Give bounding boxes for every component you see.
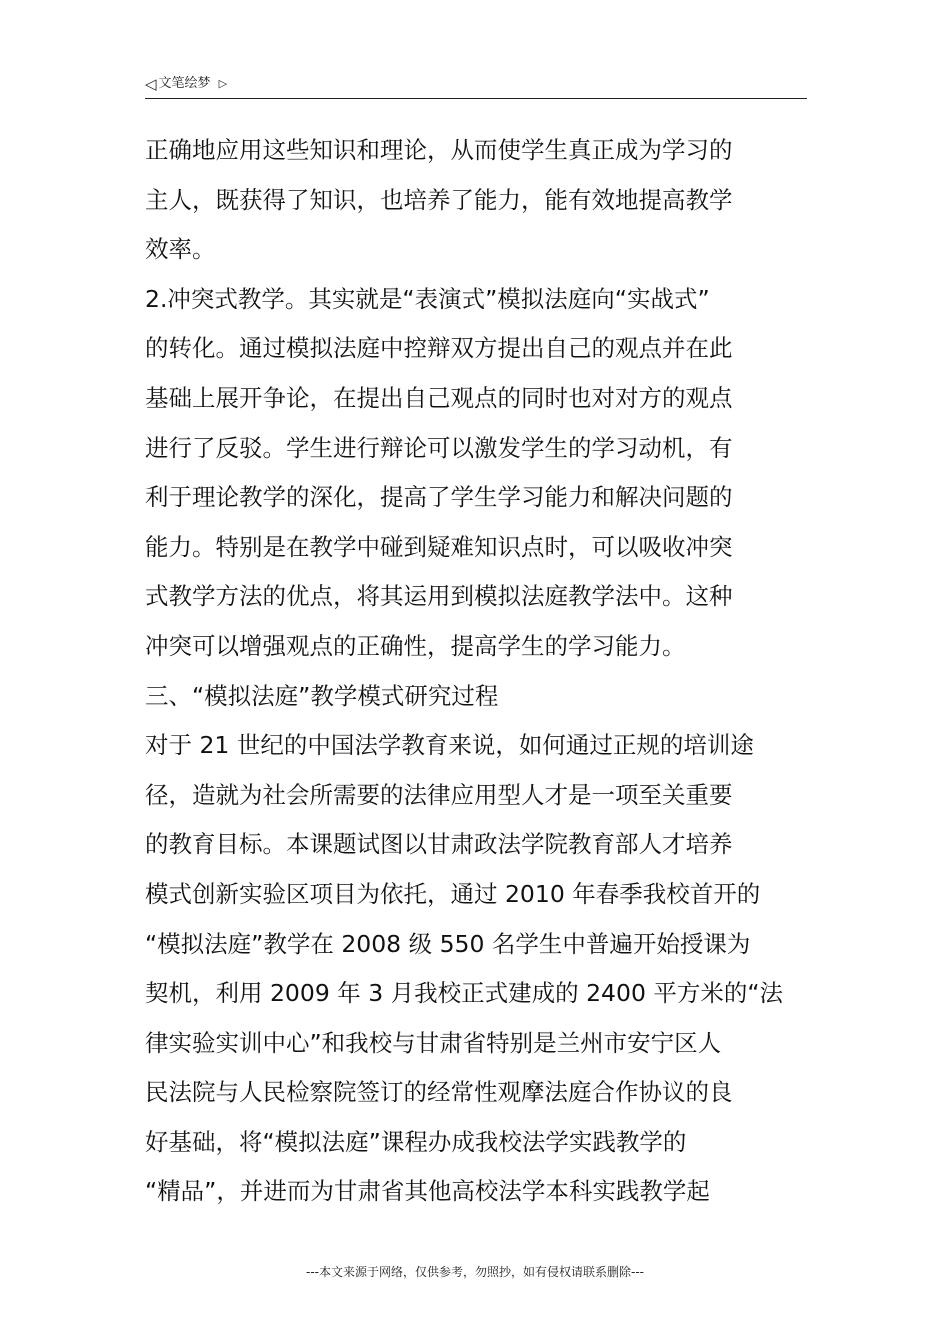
- text-line: 律实验实训中心”和我校与甘肃省特别是兰州市安宁区人: [145, 1028, 722, 1057]
- text-line: 径，造就为社会所需要的法律应用型人才是一项至关重要: [145, 780, 733, 809]
- right-triangle-icon: ▷: [218, 77, 228, 90]
- section-heading: 三、“模拟法庭”教学模式研究过程: [145, 681, 499, 710]
- text-line: 好基础，将“模拟法庭”课程办成我校法学实践教学的: [145, 1127, 687, 1156]
- text-line: 能力。特别是在教学中碰到疑难知识点时，可以吸收冲突: [145, 532, 733, 561]
- text-line: 的教育目标。本课题试图以甘肃政法学院教育部人才培养: [145, 830, 733, 859]
- text-line: 主人，既获得了知识，也培养了能力，能有效地提高教学: [145, 185, 733, 214]
- text-line: “精品”，并进而为甘肃省其他高校法学本科实践教学起: [145, 1177, 710, 1206]
- document-body: [145, 126, 815, 1217]
- page-footer: ---本文来源于网络，仅供参考，勿照抄，如有侵权请联系删除---: [306, 1265, 644, 1279]
- header-title: 文笔绘梦: [158, 76, 211, 91]
- text-line: 民法院与人民检察院签订的经常性观摩法庭合作协议的良: [145, 1078, 733, 1107]
- text-line: 模式创新实验区项目为依托，通过 2010 年春季我校首开的: [145, 879, 761, 908]
- page-header: [145, 74, 807, 99]
- text-line: “模拟法庭”教学在 2008 级 550 名学生中普遍开始授课为: [145, 929, 751, 958]
- text-line: 的转化。通过模拟法庭中控辩双方提出自己的观点并在此: [145, 334, 733, 363]
- text-line: 对于 21 世纪的中国法学教育来说，如何通过正规的培训途: [145, 731, 754, 760]
- text-line: 契机，利用 2009 年 3 月我校正式建成的 2400 平方米的“法: [145, 979, 784, 1008]
- text-line: 冲突可以增强观点的正确性，提高学生的学习能力。: [145, 631, 686, 660]
- left-triangle-icon: ◁: [145, 75, 157, 93]
- text-line: 2.冲突式教学。其实就是“表演式”模拟法庭向“实战式”: [145, 284, 710, 313]
- text-line: 式教学方法的优点，将其运用到模拟法庭教学法中。这种: [145, 582, 733, 611]
- text-line: 进行了反驳。学生进行辩论可以激发学生的学习动机，有: [145, 433, 733, 462]
- text-line: 效率。: [145, 235, 216, 264]
- text-line: 基础上展开争论，在提出自己观点的同时也对对方的观点: [145, 383, 733, 412]
- text-line: 正确地应用这些知识和理论，从而使学生真正成为学习的: [145, 136, 733, 164]
- text-line: 利于理论教学的深化，提高了学生学习能力和解决问题的: [145, 483, 733, 512]
